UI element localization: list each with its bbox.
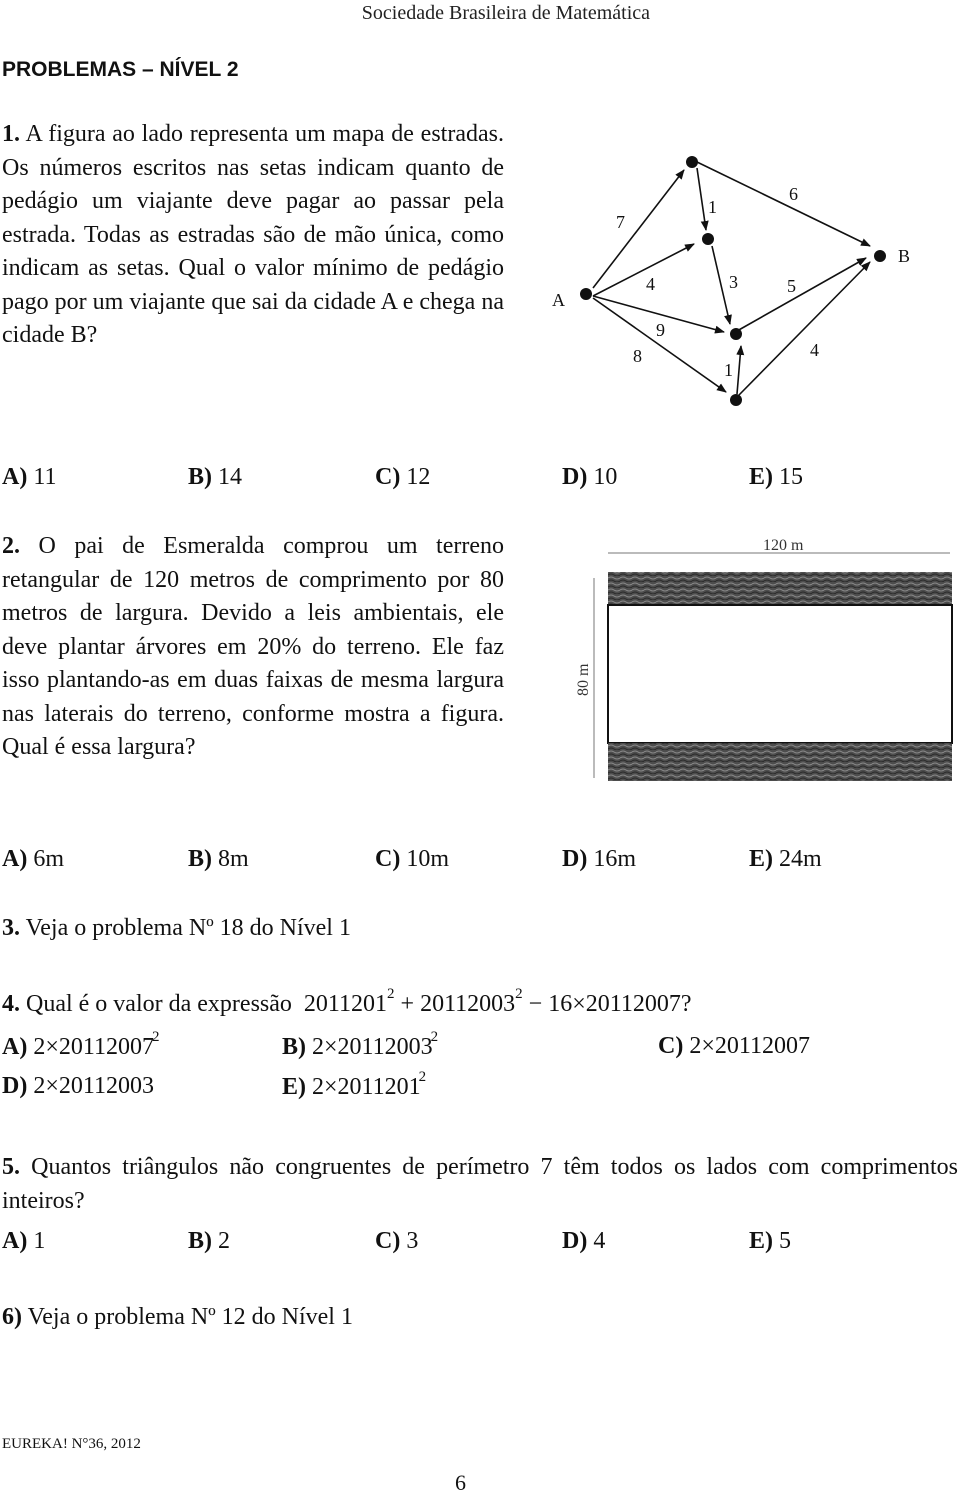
terrain-figure (560, 528, 960, 790)
node-bottom (730, 394, 742, 406)
q5-option-a[interactable]: A) 1 (2, 1228, 46, 1254)
question-1-number: 1. (2, 121, 20, 147)
q4-option-e[interactable]: E) $2\times 2011201^2$ (282, 1069, 427, 1100)
weight-6: 6 (789, 184, 798, 204)
edge-top-b (697, 162, 870, 246)
section-title: PROBLEMAS – NÍVEL 2 (2, 58, 239, 81)
q1-option-c[interactable]: C) 12 (375, 464, 431, 490)
question-2-number: 2. (2, 533, 20, 559)
q2-option-c[interactable]: C) 10m (375, 846, 449, 872)
weight-7: 7 (616, 212, 625, 232)
edge-bottom-b (739, 262, 870, 395)
question-1 (2, 118, 504, 353)
node-a (580, 288, 592, 300)
question-3-number: 3. (2, 915, 20, 941)
node-b (874, 250, 886, 262)
page-header: Sociedade Brasileira de Matemática (361, 2, 650, 24)
q5-option-c[interactable]: C) 3 (375, 1228, 419, 1254)
question-1-text: A figura ao lado representa um mapa de estradas. Os números escritos nas setas indicam quanto de pedágio um viajante deve pagar ao passar pela estrada. Todas as estradas são de mão única, como indicam as setas. Qual o valor mínimo de pedágio pago por um viajante que sai da cidade A e chega na cidade B? (2, 121, 504, 348)
q1-option-e[interactable]: E) 15 (749, 464, 803, 490)
bottom-tree-strip (608, 743, 952, 781)
road-map-graph (540, 148, 920, 418)
q2-option-d[interactable]: D) 16m (562, 846, 636, 872)
node-top (686, 156, 698, 168)
q5-option-b[interactable]: B) 2 (188, 1228, 230, 1254)
width-label: 120 m (763, 537, 804, 554)
question-6 (2, 1304, 353, 1331)
q4-option-c[interactable]: C) 2×20112007 (658, 1033, 810, 1059)
weight-8: 8 (633, 346, 642, 366)
question-2-text: O pai de Esmeralda comprou um terreno retangular de 120 metros de comprimento por 80 metros de largura. Devido a leis ambientais, ele deve plantar árvores em 20% do terreno. Ele faz isso plantando-as em duas faixas de mesma largura nas laterais do terreno, conforme mostra a figura. Qual é essa largura? (2, 533, 505, 760)
q5-option-d[interactable]: D) 4 (562, 1228, 606, 1254)
weight-1-bottom: 1 (724, 360, 733, 380)
question-5 (2, 1151, 958, 1218)
q1-option-b[interactable]: B) 14 (188, 464, 242, 490)
page-number: 6 (455, 1470, 466, 1495)
node-mid (702, 233, 714, 245)
label-a: A (552, 290, 565, 310)
question-2 (2, 530, 504, 765)
question-6-number: 6) (2, 1304, 22, 1330)
q4-option-b[interactable]: B) $2\times 20112003^2$ (282, 1029, 439, 1060)
weight-4-b: 4 (810, 340, 819, 360)
edge-a-mid (593, 244, 694, 296)
weight-3: 3 (729, 272, 738, 292)
question-4-number: 4. (2, 991, 20, 1017)
edge-mid-lower (712, 246, 730, 324)
q2-option-e[interactable]: E) 24m (749, 846, 822, 872)
q1-option-d[interactable]: D) 10 (562, 464, 618, 490)
page-footer: EUREKA! N°36, 2012 (2, 1436, 141, 1452)
q4-option-a[interactable]: A) $2\times 20112007^2$ (2, 1029, 160, 1060)
node-lower (730, 328, 742, 340)
question-4-text: Qual é o valor da expressão (26, 991, 292, 1017)
height-label: 80 m (575, 663, 592, 696)
question-5-number: 5. (2, 1154, 20, 1180)
question-6-text: Veja o problema Nº 12 do Nível 1 (27, 1304, 353, 1330)
q5-option-e[interactable]: E) 5 (749, 1228, 791, 1254)
edge-bottom-lower (737, 346, 741, 394)
edge-a-bottom (593, 298, 726, 392)
edge-top-mid (697, 168, 706, 230)
weight-1-top: 1 (708, 197, 717, 217)
terrain-center (608, 605, 952, 743)
edge-lower-b (737, 258, 866, 331)
weight-9: 9 (656, 320, 665, 340)
top-tree-strip (608, 572, 952, 605)
q2-option-b[interactable]: B) 8m (188, 846, 249, 872)
weight-4-a: 4 (646, 274, 655, 294)
q2-option-a[interactable]: A) 6m (2, 846, 64, 872)
q4-option-d[interactable]: D) 2×20112003 (2, 1073, 154, 1099)
question-3 (2, 915, 351, 942)
weight-5: 5 (787, 276, 796, 296)
edge-a-top (593, 170, 684, 288)
q1-option-a[interactable]: A) 11 (2, 464, 57, 490)
question-4 (2, 986, 692, 1018)
question-5-text: Quantos triângulos não congruentes de perímetro 7 têm todos os lados com comprimentos inteiros? (2, 1154, 958, 1214)
question-4-expression: $2011201^2 + 20112003^2 - 16\times 20112007$? (303, 986, 692, 1017)
label-b: B (898, 246, 911, 266)
question-3-text: Veja o problema Nº 18 do Nível 1 (25, 915, 351, 941)
